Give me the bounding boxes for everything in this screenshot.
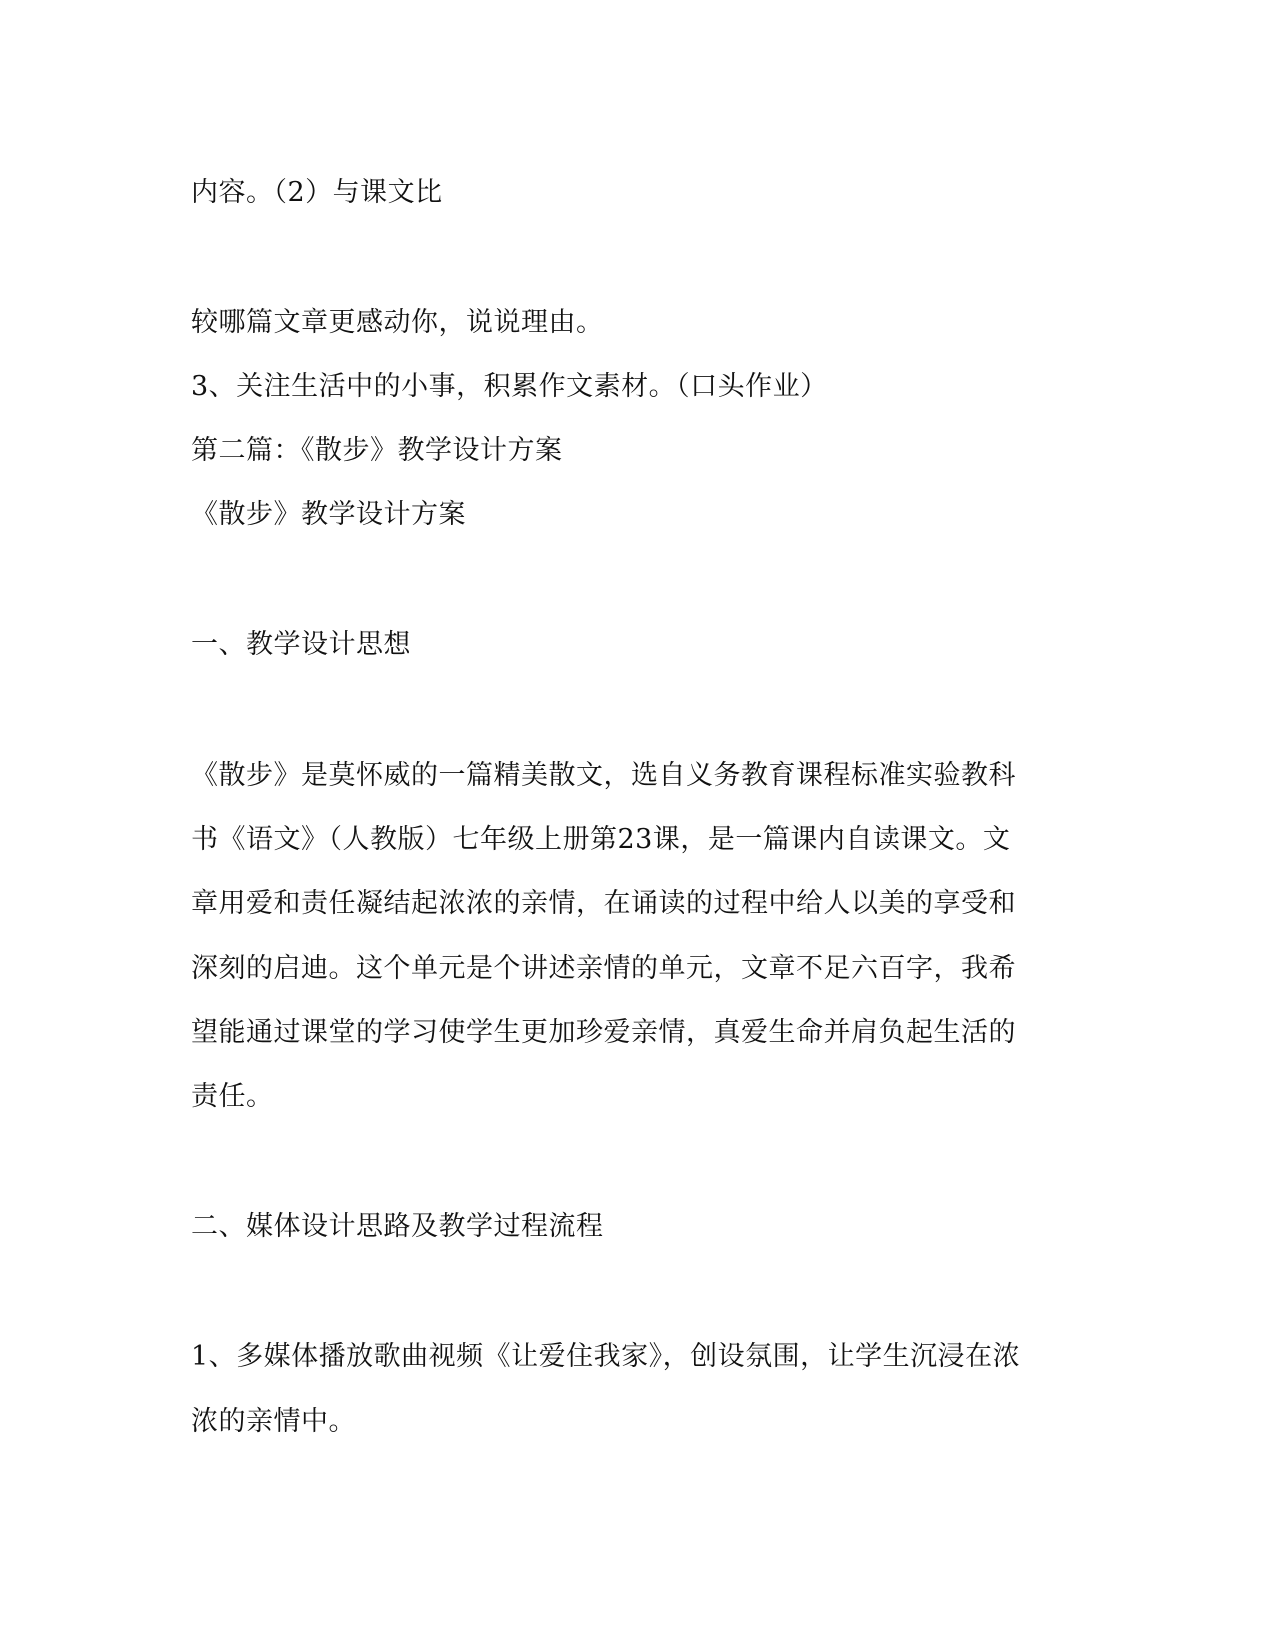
paragraph-line: 《散步》是莫怀威的一篇精美散文，选自义务教育课程标准实验教科 bbox=[191, 760, 1016, 791]
document-title: 《散步》教学设计方案 bbox=[191, 499, 466, 530]
paragraph-line: 1、多媒体播放歌曲视频《让爱住我家》，创设氛围，让学生沉浸在浓 bbox=[191, 1341, 1021, 1372]
paragraph-line: 望能通过课堂的学习使学生更加珍爱亲情，真爱生命并肩负起生活的 bbox=[191, 1017, 1016, 1048]
paragraph-line: 书《语文》（人教版）七年级上册第23课，是一篇课内自读课文。文 bbox=[191, 824, 1011, 855]
section-heading-part-two: 第二篇：《散步》教学设计方案 bbox=[191, 435, 563, 466]
text-line-homework: 3、关注生活中的小事，积累作文素材。（口头作业） bbox=[191, 371, 828, 402]
text-line-compare-reason: 较哪篇文章更感动你，说说理由。 bbox=[191, 307, 604, 338]
paragraph-line: 浓的亲情中。 bbox=[191, 1406, 356, 1437]
paragraph-line: 责任。 bbox=[191, 1081, 274, 1112]
paragraph-line: 章用爱和责任凝结起浓浓的亲情，在诵读的过程中给人以美的享受和 bbox=[191, 888, 1016, 919]
paragraph-line: 深刻的启迪。这个单元是个讲述亲情的单元，文章不足六百字，我希 bbox=[191, 953, 1016, 984]
text-line-content-compare: 内容。（2）与课文比 bbox=[191, 177, 443, 208]
section-heading-design-idea: 一、教学设计思想 bbox=[191, 629, 411, 660]
section-heading-media-design: 二、媒体设计思路及教学过程流程 bbox=[191, 1211, 604, 1242]
